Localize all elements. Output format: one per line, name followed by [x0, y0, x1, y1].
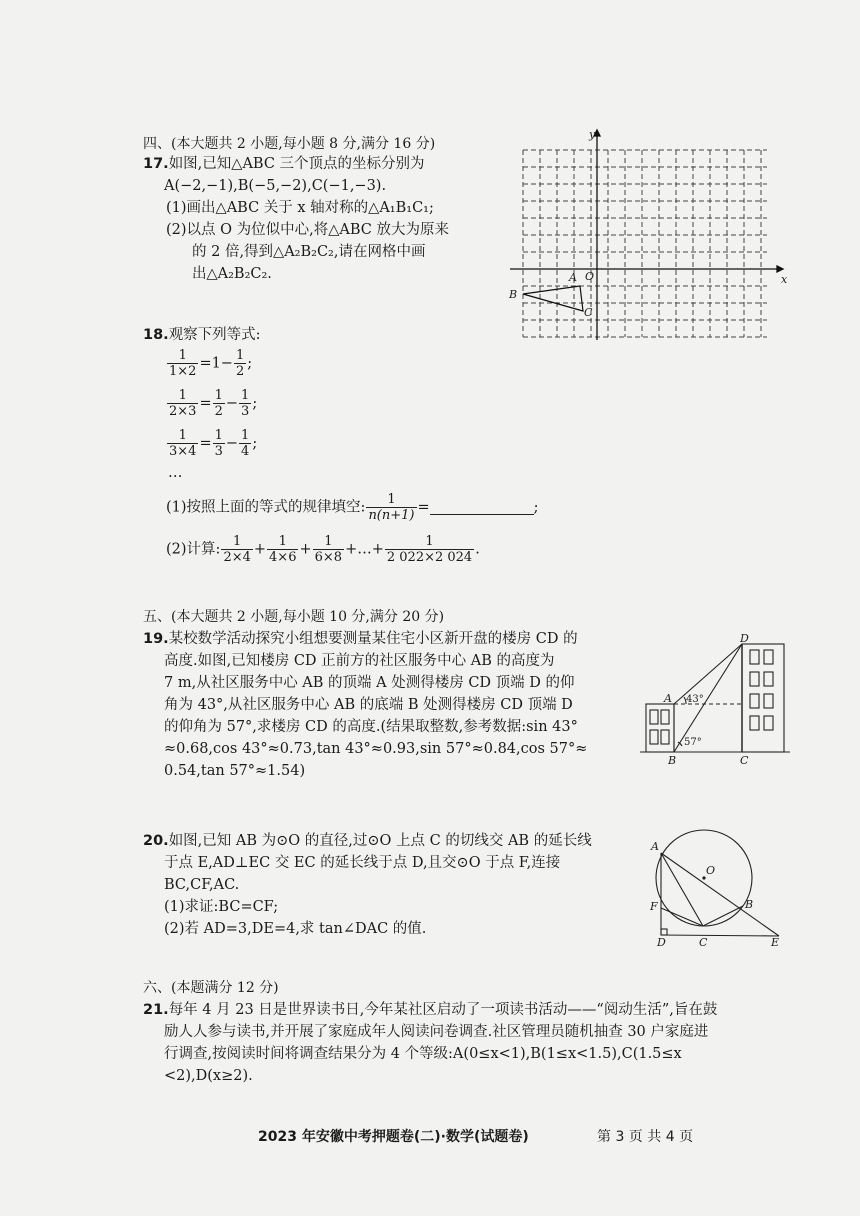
q19-line-7: 0.54,tan 57°≈1.54): [164, 763, 306, 779]
q18-intro: 观察下列等式:: [168, 327, 261, 343]
q19-line-3: 7 m,从社区服务中心 AB 的顶端 A 处测得楼房 CD 顶端 D 的仰: [164, 675, 575, 691]
line-de: [661, 935, 779, 936]
fraction: $\frac{1}{1\times 2}$: [169, 348, 197, 379]
plus-sign: +: [299, 541, 312, 558]
q17-part-2b: 的 2 倍,得到△A₂B₂C₂,请在网格中画: [192, 244, 426, 260]
section-5-heading: 五、(本大题共 2 小题,每小题 10 分,满分 20 分): [143, 609, 445, 625]
coordinate-grid-figure: [505, 128, 790, 343]
fraction: $\frac{1}{2\times 4}$: [223, 534, 251, 565]
q21-line-3: 行调查,按阅读时间将调查结果分为 4 个等级:A(0≤x<1),B(1≤x<1.5),C(1.5≤x: [164, 1046, 682, 1062]
semicolon: ;: [247, 355, 253, 372]
point-b-label: B: [745, 898, 754, 911]
equals-text: =: [199, 395, 212, 412]
building-angle-figure: [640, 630, 790, 770]
equals-sign: =: [417, 499, 430, 516]
q20-part-2: (2)若 AD=3,DE=4,求 tan∠DAC 的值.: [164, 921, 427, 937]
q20-line-2: 于点 E,AD⊥EC 交 EC 的延长线于点 D,且交⊙O 于点 F,连接: [164, 855, 561, 871]
q19-line-4: 角为 43°,从社区服务中心 AB 的底端 B 处测得楼房 CD 顶端 D: [164, 697, 573, 713]
question-number: 19.: [143, 631, 169, 647]
point-o-label: O: [706, 864, 716, 877]
q18-equation-1: [166, 348, 252, 379]
q20-line-3: BC,CF,AC.: [164, 877, 240, 893]
point-e-label: E: [771, 936, 780, 948]
angle-57-label: 57°: [684, 737, 702, 748]
point-a-label: A: [651, 840, 659, 853]
footer-title: 2023 年安徽中考押题卷(二)·数学(试题卷): [258, 1129, 529, 1145]
q18-equation-3: [166, 428, 257, 459]
question-number: 17.: [143, 156, 169, 172]
plus-sign: +: [253, 541, 267, 558]
sight-line-a: [674, 644, 742, 704]
period: .: [475, 541, 480, 558]
fraction: $\frac{1}{n(n+1)}$: [368, 492, 415, 523]
ellipsis: +…+: [345, 541, 384, 558]
question-number: 20.: [143, 833, 169, 849]
question-21: [143, 999, 717, 1021]
building-cd: [742, 644, 784, 752]
fraction: $\frac{1}{4\times 6}$: [269, 534, 297, 565]
section-6-heading: 六、(本题满分 12 分): [143, 980, 279, 996]
fraction: $\frac{1}{3\times 4}$: [169, 428, 197, 459]
question-20: [143, 830, 592, 852]
point-c-label: C: [584, 306, 593, 319]
q17-part-2c: 出△A₂B₂C₂.: [192, 266, 272, 282]
point-b-label: B: [668, 754, 677, 767]
question-18: [143, 324, 261, 346]
equals-text: =1−: [199, 355, 233, 372]
q19-line-6: ≈0.68,cos 43°≈0.73,tan 43°≈0.93,sin 57°≈0.84,cos 57°≈: [164, 741, 588, 757]
q18-part-1: [166, 492, 539, 523]
answer-blank[interactable]: [430, 500, 534, 515]
q18-part-2-text: (2)计算:: [166, 541, 221, 558]
semicolon: ;: [252, 395, 258, 412]
q17-line-1: 如图,已知△ABC 三个顶点的坐标分别为: [168, 156, 425, 172]
line-cf: [661, 908, 703, 926]
q19-line-1: 某校数学活动探究小组想要测量某住宅小区新开盘的楼房 CD 的: [168, 631, 578, 647]
q21-line-1: 每年 4 月 23 日是世界读书日,今年某社区启动了一项读书活动——“阅动生活”,旨在鼓: [168, 1002, 718, 1018]
question-19: [143, 628, 578, 650]
point-d-label: D: [740, 632, 749, 645]
minus-sign: −: [225, 395, 239, 412]
angle-43-label: 43°: [686, 694, 704, 705]
fraction: $\frac{1}{6\times 8}$: [314, 534, 343, 565]
fraction: $\frac{1}{3}$: [241, 388, 250, 419]
footer-page-number: 第 3 页 共 4 页: [597, 1129, 694, 1145]
circle-tangent-figure: [645, 826, 790, 948]
grid-lines: [523, 150, 767, 337]
line-bc: [703, 906, 743, 926]
fraction: $\frac{1}{2\times 3}$: [169, 388, 197, 419]
fraction: $\frac{1}{2 022\times 2 024}$: [386, 534, 473, 565]
semicolon: ;: [252, 435, 258, 452]
x-axis-label: x: [781, 273, 788, 286]
point-a-label: A: [664, 692, 672, 705]
q19-line-5: 的仰角为 57°,求楼房 CD 的高度.(结果取整数,参考数据:sin 43°: [164, 719, 578, 735]
point-f-label: F: [650, 900, 658, 913]
q18-part-1-text: (1)按照上面的等式的规律填空:: [166, 499, 366, 516]
y-axis-label: y: [589, 128, 596, 141]
point-c-label: C: [740, 754, 749, 767]
origin-label: O: [585, 270, 595, 283]
q17-part-1: (1)画出△ABC 关于 x 轴对称的△A₁B₁C₁;: [166, 200, 434, 216]
q20-part-1: (1)求证:BC=CF;: [164, 899, 279, 915]
fraction: $\frac{1}{2}$: [214, 388, 223, 419]
q18-dots: …: [168, 465, 183, 481]
point-b-label: B: [509, 288, 518, 301]
equals-text: =: [199, 435, 212, 452]
section-4-heading: 四、(本大题共 2 小题,每小题 8 分,满分 16 分): [143, 136, 436, 152]
q20-line-1: 如图,已知 AB 为⊙O 的直径,过⊙O 上点 C 的切线交 AB 的延长线: [168, 833, 592, 849]
point-c-label: C: [699, 936, 708, 948]
question-number: 21.: [143, 1002, 169, 1018]
point-a-label: A: [569, 271, 577, 284]
q18-equation-2: [166, 388, 257, 419]
fraction: $\frac{1}{3}$: [214, 428, 223, 459]
line-ac: [661, 853, 703, 926]
q19-line-2: 高度.如图,已知楼房 CD 正前方的社区服务中心 AB 的高度为: [164, 653, 555, 669]
point-d-label: D: [657, 936, 666, 948]
q21-line-2: 励人人参与读书,并开展了家庭成年人阅读问卷调查.社区管理员随机抽查 30 户家庭进: [164, 1024, 709, 1040]
fraction: $\frac{1}{2}$: [235, 348, 245, 379]
minus-sign: −: [225, 435, 239, 452]
semicolon: ;: [533, 499, 539, 516]
question-number: 18.: [143, 327, 169, 343]
fraction: $\frac{1}{4}$: [241, 428, 250, 459]
q17-line-2: A(−2,−1),B(−5,−2),C(−1,−3).: [164, 178, 387, 194]
q17-part-2a: (2)以点 O 为位似中心,将△ABC 放大为原来: [166, 222, 450, 238]
question-17: [143, 153, 425, 175]
q18-part-2: [166, 534, 480, 565]
q21-line-4: <2),D(x≥2).: [164, 1068, 253, 1084]
